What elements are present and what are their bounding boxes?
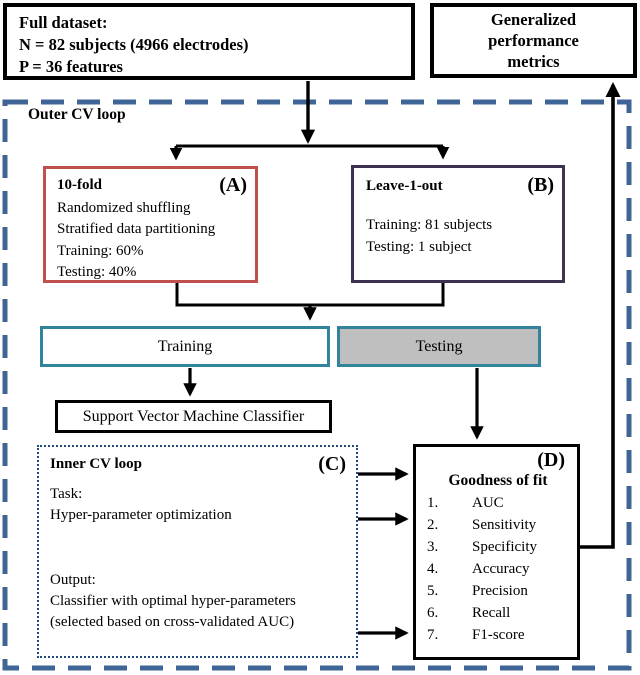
leave-one-out-title-row [366,175,554,197]
training-bar-label: Training [157,337,213,355]
metric-row [427,558,569,580]
ten-fold-line: Stratified data partitioning [57,221,216,237]
metric-label: Accuracy [472,561,530,577]
metric-number: 7. [427,627,439,643]
ten-fold-line: Training: 60% [57,242,144,259]
inner-output-label: Output: [50,572,96,588]
testing-bar-label: Testing [415,337,463,355]
ten-fold-title: 10-fold [57,177,102,193]
tag-c: (C) [318,453,346,475]
tag-b: (B) [527,174,554,196]
training-bar [40,326,330,367]
metric-number: 1. [427,495,439,511]
metric-label: F1-score [472,627,525,643]
tag-a: (A) [219,174,247,196]
ten-fold-line: Randomized shuffling [57,199,191,216]
leave-one-out-lines [366,214,554,258]
arrow-goodness-to-generalized [580,85,613,547]
metric-label: AUC [472,495,504,511]
metric-row [427,514,569,536]
metric-row [427,624,569,646]
goodness-of-fit-box [413,444,580,660]
inner-cv-loop-title-row [50,454,346,475]
svm-classifier-box [55,400,332,433]
leave-one-out-line: Testing: 1 subject [366,239,472,255]
testing-bar [337,326,541,367]
full-dataset-line2: N = 82 subjects (4966 electrodes) [19,35,249,54]
tag-d: (D) [537,449,565,471]
metric-number: 5. [427,583,439,599]
metric-number: 4. [427,561,439,577]
svm-classifier-label: Support Vector Machine Classifier [82,407,305,425]
metric-label: Sensitivity [472,517,537,533]
metric-row [427,602,569,624]
inner-task-line: Hyper-parameter optimization [50,507,232,523]
inner-cv-loop-box [37,445,358,658]
full-dataset-line3: P = 36 features [19,57,123,76]
inner-cv-loop-title: Inner CV loop [50,456,142,472]
inner-output-line2: (selected based on cross-validated AUC) [50,614,295,630]
full-dataset-box [3,3,415,80]
full-dataset-line1: Full dataset: [19,13,108,32]
generalized-metrics-label: Generalized performance metrics [488,10,579,71]
outer-cv-loop-label: Outer CV loop [28,106,126,123]
leave-one-out-box [351,165,565,283]
leave-one-out-line: Training: 81 subjects [366,217,493,233]
merge-bracket-line [177,283,443,305]
generalized-metrics-box [430,3,637,78]
leave-one-out-title: Leave-1-out [366,178,443,194]
goodness-of-fit-title: Goodness of fit [448,472,548,489]
ten-fold-line: Testing: 40% [57,264,137,280]
metric-label: Recall [472,605,511,621]
metric-row [427,580,569,602]
metric-row [427,492,569,514]
inner-task-label: Task: [50,486,83,502]
ten-fold-box [43,166,258,283]
metric-label: Specificity [472,539,537,555]
ten-fold-title-row [57,175,247,197]
metric-row [427,536,569,558]
metric-number: 2. [427,517,439,533]
metric-number: 6. [427,605,439,621]
metric-label: Precision [472,583,528,599]
metric-number: 3. [427,539,439,555]
inner-output-line1: Classifier with optimal hyper-parameters [50,593,296,609]
